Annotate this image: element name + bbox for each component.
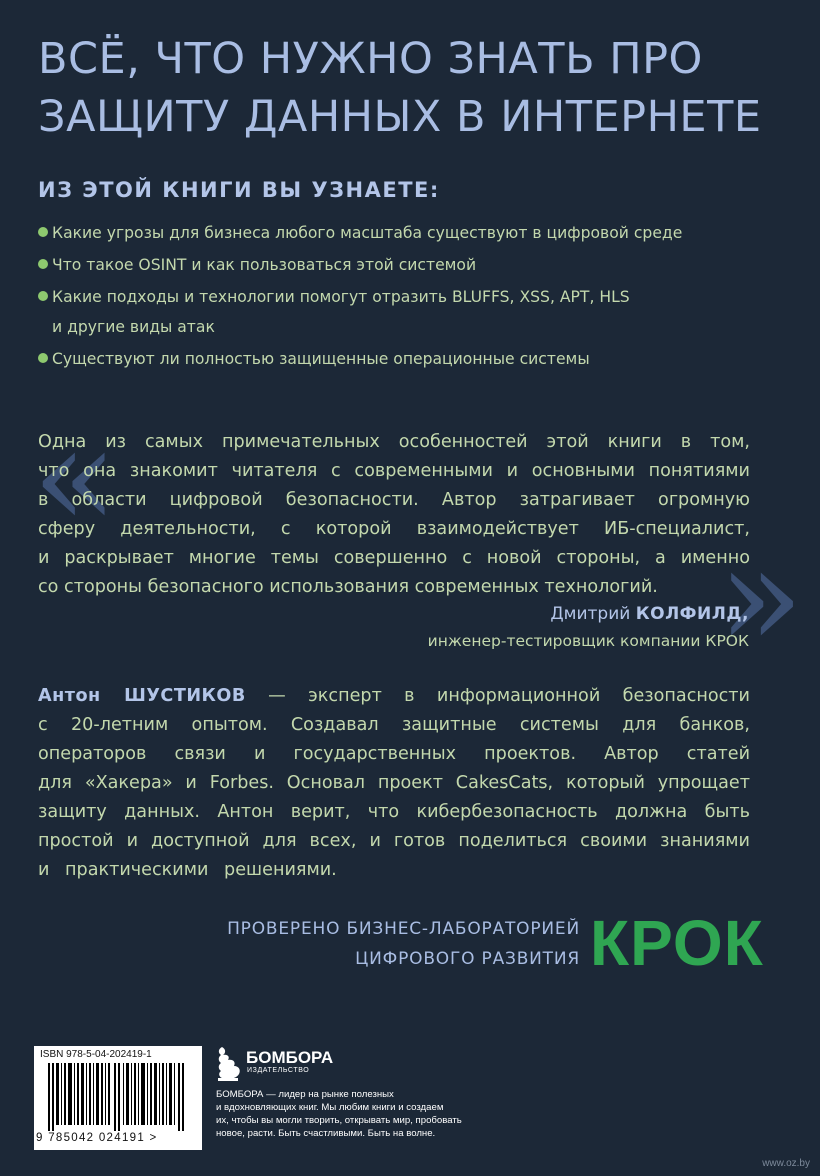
- reviewer-name: [428, 600, 749, 628]
- verified-line: ПРОВЕРЕНО БИЗНЕС-ЛАБОРАТОРИЕЙ: [227, 919, 580, 939]
- learn-item-text: Какие угрозы для бизнеса любого масштаба существуют в цифровой среде: [52, 224, 683, 242]
- close-quote-icon: »: [718, 516, 804, 679]
- reviewer-last-name: КОЛФИЛД,: [635, 604, 749, 624]
- bombora-subtitle: ИЗДАТЕЛЬСТВО: [247, 1067, 310, 1074]
- publisher-line: новое, расти. Быть счастливыми. Быть на волне.: [216, 1128, 436, 1139]
- learn-item-text: Что такое OSINT и как пользоваться этой системой: [52, 256, 477, 274]
- krok-logo: КРОК: [590, 907, 764, 979]
- headline-line: ЗАЩИТУ ДАННЫХ В ИНТЕРНЕТЕ: [38, 92, 762, 142]
- bio-line: операторов связи и государственных проектов. Автор статей: [38, 744, 750, 764]
- publisher-line: и вдохновляющих книг. Мы любим книги и создаем: [216, 1102, 444, 1113]
- author-name: Антон ШУСТИКОВ: [38, 686, 246, 706]
- author-bio: [38, 682, 750, 885]
- watermark: www.oz.by: [762, 1158, 810, 1169]
- bio-line: для «Хакера» и Forbes. Основал проект CakesCats, который упрощает: [38, 773, 750, 793]
- review-quote: [38, 428, 750, 602]
- learn-item: [38, 218, 788, 248]
- bio-last-line: и практическими решениями.: [38, 860, 337, 880]
- bio-line: с 20-летним опытом. Создавал защитные системы для банков,: [38, 715, 750, 735]
- cover-headline: [38, 30, 798, 146]
- learn-item-text: Существуют ли полностью защищенные операционные системы: [52, 350, 590, 368]
- verified-by-text: [227, 914, 580, 974]
- bio-line: защиту данных. Антон верит, что кибербезопасность должна быть: [38, 802, 750, 822]
- bio-line: простой и доступной для всех, и готов поделиться своими знаниями: [38, 831, 750, 851]
- bio-first-line-text: — эксперт в информационной безопасности: [245, 686, 750, 706]
- publisher-line: их, чтобы вы могли творить, открывать мир, пробовать: [216, 1115, 462, 1126]
- learn-item: [38, 250, 788, 280]
- bullet-dot-icon: [38, 227, 48, 237]
- bullet-dot-icon: [38, 291, 48, 301]
- bombora-name: БОМБОРА: [246, 1048, 334, 1067]
- quote-line: сферу деятельности, с которой взаимодействует ИБ-специалист,: [38, 519, 750, 539]
- bombora-logo: [216, 1045, 346, 1081]
- verified-line: ЦИФРОВОГО РАЗВИТИЯ: [355, 949, 580, 969]
- barcode-digits: 9 785042 024191 >: [36, 1132, 158, 1144]
- quote-line: что она знакомит читателя с современными и основными понятиями: [38, 461, 750, 481]
- learn-item-text: и другие виды атак: [52, 318, 215, 336]
- learn-heading: ИЗ ЭТОЙ КНИГИ ВЫ УЗНАЕТЕ:: [38, 178, 440, 202]
- quote-attribution: [428, 600, 749, 654]
- bombora-mark-icon: [216, 1045, 242, 1081]
- quote-line: Одна из самых примечательных особенностей этой книги в том,: [38, 432, 750, 452]
- learn-item-text: Какие подходы и технологии помогут отразить BLUFFS, XSS, APT, HLS: [52, 288, 630, 306]
- reviewer-first-name: Дмитрий: [550, 604, 631, 624]
- bullet-dot-icon: [38, 353, 48, 363]
- bio-line: [38, 682, 750, 711]
- learn-item: [38, 282, 788, 342]
- isbn-number: ISBN 978-5-04-202419-1: [40, 1049, 152, 1060]
- learn-list: [38, 218, 788, 376]
- reviewer-role: инженер-тестировщик компании КРОК: [427, 632, 749, 650]
- quote-line: со стороны безопасного использования современных технологий.: [38, 577, 658, 597]
- quote-line: в области цифровой безопасности. Автор затрагивает огромную: [38, 490, 750, 510]
- publisher-line: БОМБОРА — лидер на рынке полезных: [216, 1089, 394, 1100]
- barcode-bars-icon: [48, 1063, 190, 1131]
- learn-item: [38, 344, 788, 374]
- quote-line: и раскрывает многие темы совершенно с новой стороны, а именно: [38, 548, 750, 568]
- open-quote-icon: «: [32, 396, 118, 559]
- publisher-blurb: [216, 1088, 476, 1140]
- isbn-barcode: [34, 1046, 202, 1150]
- headline-line: ВСЁ, ЧТО НУЖНО ЗНАТЬ ПРО: [38, 34, 703, 84]
- bullet-dot-icon: [38, 259, 48, 269]
